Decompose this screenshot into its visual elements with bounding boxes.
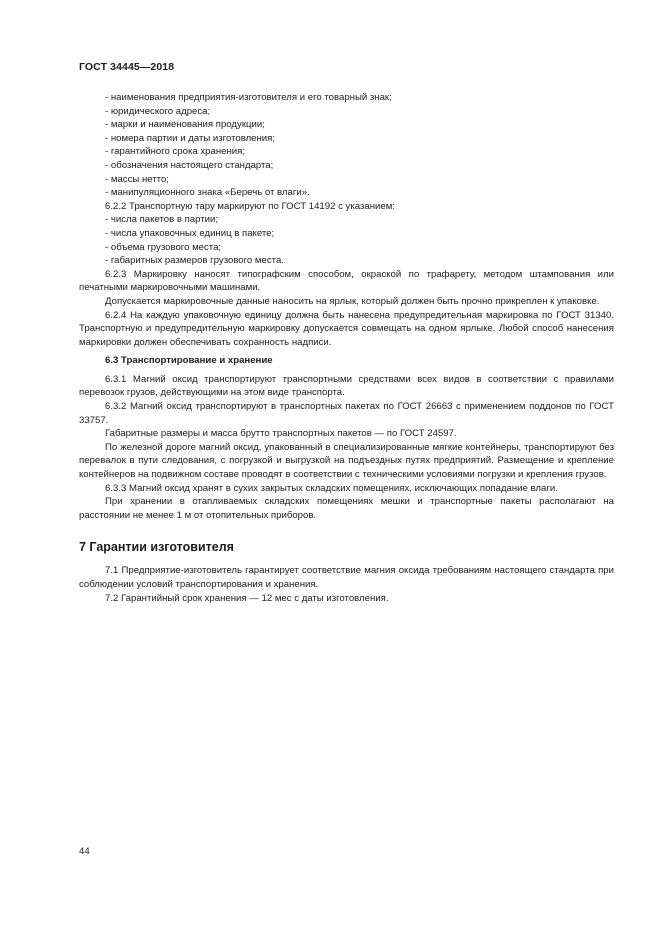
list-item: - номера партии и даты изготовления;	[105, 132, 276, 144]
list-item: - числа упаковочных единиц в пакете;	[105, 227, 275, 239]
paragraph-6-3-1: 6.3.1 Магний оксид транспортируют транспортными средствами всех видов в соответствии с правилами перевозок грузов, действующими на этом виде транспорта.	[79, 373, 614, 399]
document-body	[79, 91, 614, 605]
list-item: - юридического адреса;	[105, 105, 211, 117]
list-item: - гарантийного срока хранения;	[105, 146, 245, 158]
paragraph-6-3-2-dimensions: Габаритные размеры и масса брутто транспортных пакетов — по ГОСТ 24597.	[105, 428, 457, 440]
list-item: - числа пакетов в партии;	[105, 214, 219, 226]
paragraph-6-2-3: 6.2.3 Маркировку наносят типографским способом, окраской по трафарету, методом штампования или печатными маркировочными машинами.	[79, 268, 614, 294]
paragraph-6-3-3: 6.3.3 Магний оксид хранят в сухих закрытых складских помещениях, исключающих попадание влаги.	[105, 482, 558, 494]
page-number: 44	[79, 846, 90, 857]
list-item: - массы нетто;	[105, 173, 169, 185]
paragraph-6-2-2: 6.2.2 Транспортную тару маркируют по ГОСТ 14192 с указанием:	[105, 200, 395, 212]
paragraph-6-3-2: 6.3.2 Магний оксид транспортируют в транспортных пакетах по ГОСТ 26663 с применением поддонов по ГОСТ 33757.	[79, 401, 614, 426]
list-item: - наименования предприятия-изготовителя и его товарный знак;	[105, 92, 392, 103]
paragraph-6-2-4: 6.2.4 На каждую упаковочную единицу должна быть нанесена предупредительная маркировка по ГОСТ 31340. Транспортную и предупредительную маркировку допускается совмещать на одном ярлыке. Любой способ нанесения маркировки должен обеспечивать сохранность надписи.	[79, 309, 614, 348]
paragraph-6-3-3-heating: При хранении в отапливаемых складских помещениях мешки и транспортные пакеты располагают на расстоянии не менее 1 м от отопительных приборов.	[79, 496, 614, 521]
list-item: - манипуляционного знака «Беречь от влаги».	[105, 187, 310, 199]
paragraph-6-2-3-label: Допускается маркировочные данные наносить на ярлык, который должен быть прочно прикреплен к упаковке.	[105, 295, 600, 307]
list-item: - марки и наименования продукции;	[105, 119, 265, 131]
section-title-7: 7 Гарантии изготовителя	[79, 540, 234, 555]
list-item: - объема грузового места;	[105, 241, 222, 253]
subsection-title-6-3: 6.3 Транспортирование и хранение	[105, 355, 273, 367]
list-item: - габаритных размеров грузового места.	[105, 255, 284, 267]
paragraph-7-2: 7.2 Гарантийный срок хранения — 12 мес с даты изготовления.	[105, 592, 389, 604]
paragraph-6-3-2-railway: По железной дороге магний оксид, упакованный в специализированные мягкие контейнеры, транспортируют без перевалок в пути следования, с погрузкой и выгрузкой на подъездных путях предприятий. Размещение и крепление контейнеров на подвижном составе проводят в соответствии с техническими условиями погрузки и крепления грузов.	[79, 441, 614, 481]
page-header: ГОСТ 34445—2018	[79, 61, 175, 73]
paragraph-7-1: 7.1 Предприятие-изготовитель гарантирует соответствие магния оксида требованиям настоящего стандарта при соблюдении условий транспортирования и хранения.	[79, 565, 614, 590]
list-item: - обозначения настоящего стандарта;	[105, 159, 274, 171]
